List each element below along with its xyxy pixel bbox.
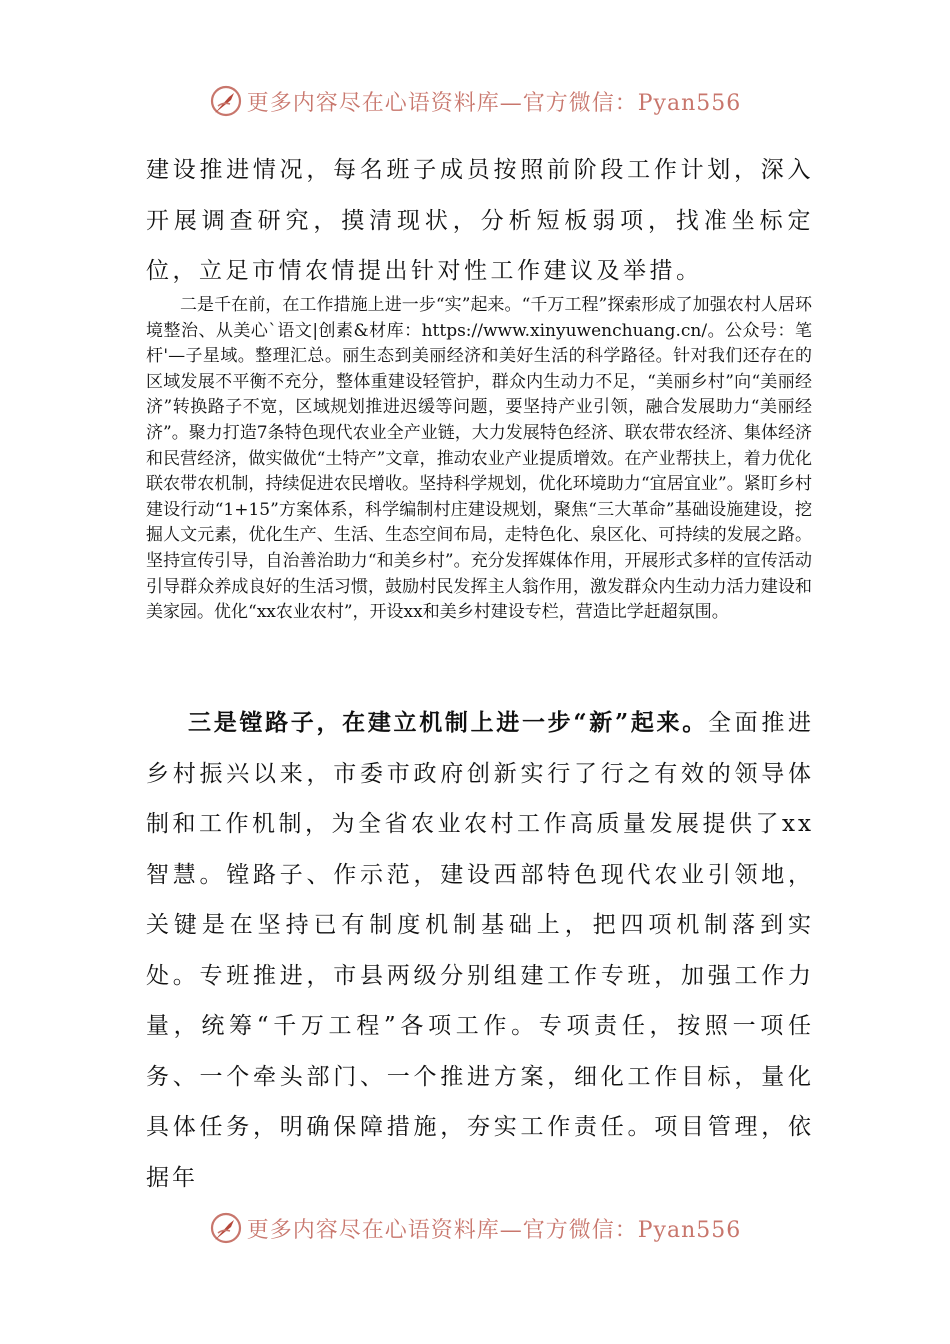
paragraph-3-lead: 三是镗路子，在建立机制上进一步“新”起来。 — [188, 709, 708, 736]
paragraph-2: 二是千在前，在工作措施上进一步“实”起来。“千万工程”探索形成了加强农村人居环境整治、从美心`语文|创素&材库：https://www.xinyuwenchuang.cn/。公众号：笔杆'—子星域。整理汇总。丽生态到美丽经济和美好生活的科学路径。针对我们还存在的区域发展不平衡不充分，整体重建设轻管护，群众内生动力不足，“美丽乡村”向“美丽经济”转换路子不宽，区域规划推进迟缓等问题，要坚持产业引领，融合发展助力“美丽经济”。聚力打造7条特色现代农业全产业链，大力发展特色经济、联农带农经济、集体经济和民营经济，做实做优“土特产”文章，推动农业产业提质增效。在产业帮扶上，着力优化联农带农机制，持续促进农民增收。坚持科学规划，优化环境助力“宜居宜业”。紧盯乡村建设行动“1+15”方案体系，科学编制村庄建设规划，聚焦“三大革命”基础设施建设，挖掘人文元素，优化生产、生活、生态空间布局，走特色化、泉区化、可持续的发展之路。坚持宣传引导，自治善治助力“和美乡村”。充分发挥媒体作用，开展形式多样的宣传活动引导群众养成良好的生活习惯，鼓励村民发挥主人翁作用，激发群众内生动力活力建设和美家园。优化“xx农业农村”，开设xx和美乡村建设专栏，营造比学赶超氛围。 — [146, 295, 812, 623]
footer-banner — [0, 1211, 950, 1245]
pen-nib-icon — [209, 1211, 243, 1245]
paragraph-3 — [146, 698, 814, 1203]
paragraph-3-rest: 全面推进乡村振兴以来，市委市政府创新实行了行之有效的领导体制和工作机制，为全省农业农村工作高质量发展提供了xx智慧。镗路子、作示范，建设西部特色现代农业引领地，关键是在坚持已有制度机制基础上，把四项机制落到实处。专班推进，市县两级分别组建工作专班，加强工作力量，统筹“千万工程”各项工作。专项责任，按照一项任务、一个牵头部门、一个推进方案，细化工作目标，量化具体任务，明确保障措施，夯实工作责任。项目管理，依据年 — [146, 710, 815, 1191]
header-banner — [0, 84, 950, 118]
pen-nib-icon — [209, 84, 243, 118]
header-banner-text: 更多内容尽在心语资料库—官方微信：Pyan556 — [246, 90, 742, 116]
paragraph-1: 建设推进情况，每名班子成员按照前阶段工作计划，深入开展调查研究，摸清现状，分析短板弱项，找准坐标定位，立足市情农情提出针对性工作建议及举措。 — [146, 157, 814, 284]
footer-banner-text: 更多内容尽在心语资料库—官方微信：Pyan556 — [246, 1217, 742, 1243]
